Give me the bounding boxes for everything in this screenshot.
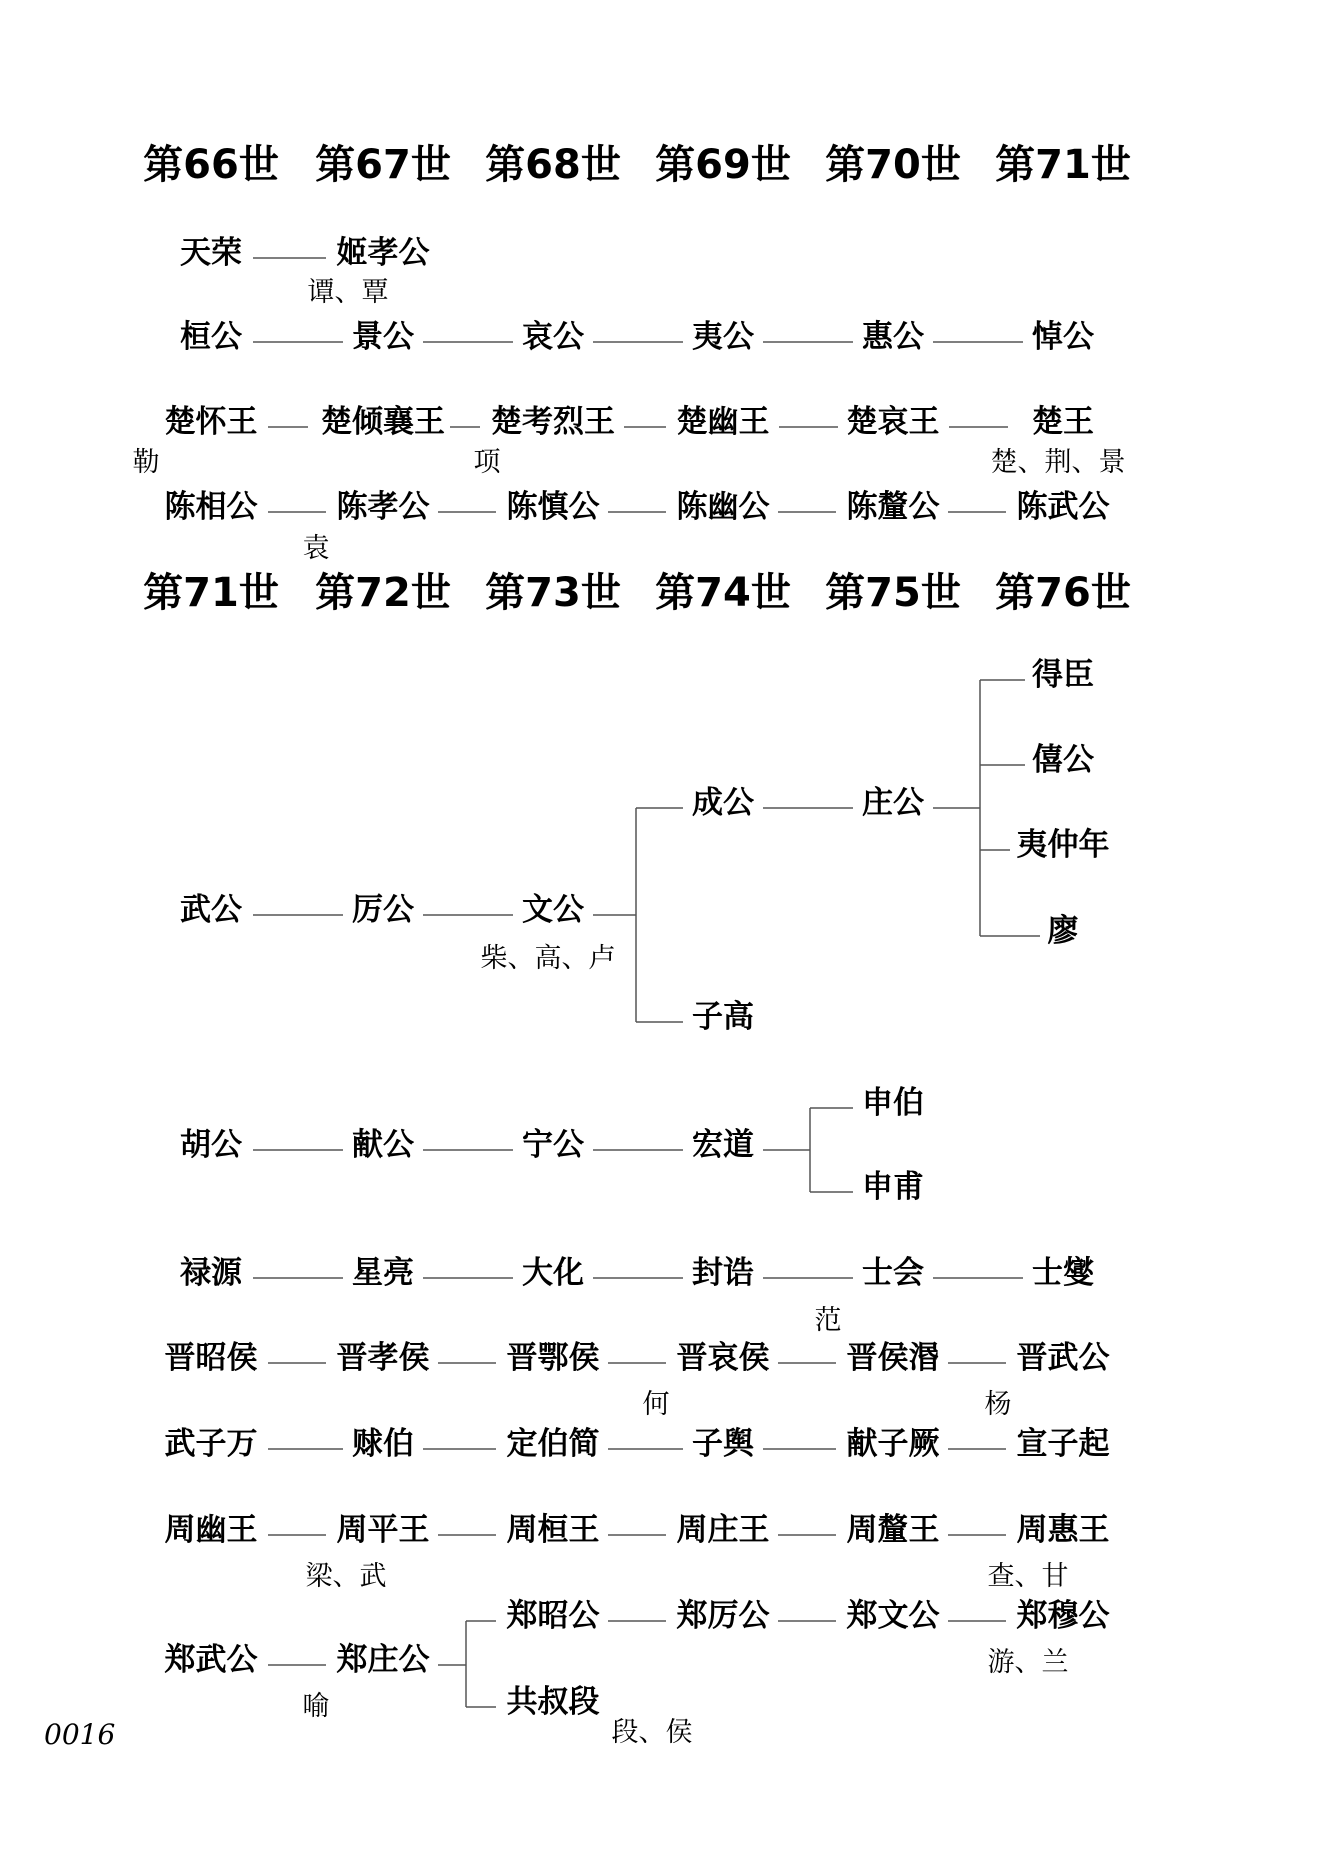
person-name: 郑文公 — [846, 1598, 940, 1634]
person-name: 申甫 — [862, 1169, 924, 1205]
person-name: 陈幽公 — [676, 489, 770, 525]
person-name: 悼公 — [1032, 319, 1094, 355]
surname-branch: 谭、覃 — [307, 277, 389, 308]
person-name: 胡公 — [180, 1127, 242, 1163]
person-name: 庄公 — [862, 785, 924, 821]
person-name: 楚考烈王 — [491, 404, 615, 440]
person-name: 僖公 — [1032, 742, 1094, 778]
person-name: 晋武公 — [1016, 1340, 1110, 1376]
person-name: 景公 — [352, 319, 414, 355]
person-name: 夷仲年 — [1016, 827, 1110, 863]
person-name: 献子厥 — [846, 1426, 940, 1462]
person-name: 周釐王 — [846, 1512, 940, 1548]
person-name: 郑昭公 — [506, 1598, 600, 1634]
person-name: 姬孝公 — [336, 235, 430, 271]
generation-header: 第72世 — [315, 570, 451, 616]
generation-header: 第69世 — [655, 142, 791, 188]
person-name: 武公 — [180, 892, 242, 928]
person-name: 共叔段 — [506, 1684, 600, 1720]
surname-branch: 勒 — [132, 447, 160, 478]
person-name: 郑武公 — [164, 1642, 258, 1678]
person-name: 晋孝侯 — [336, 1340, 430, 1376]
person-name: 文公 — [522, 892, 584, 928]
person-name: 周惠王 — [1016, 1512, 1110, 1548]
person-name: 禄源 — [180, 1255, 242, 1291]
person-name: 厉公 — [352, 892, 414, 928]
person-name: 陈釐公 — [846, 489, 940, 525]
person-name: 周庄王 — [676, 1512, 770, 1548]
person-name: 廖 — [1047, 913, 1079, 949]
person-name: 桓公 — [180, 319, 242, 355]
person-name: 周平王 — [336, 1512, 430, 1548]
surname-branch: 柴、高、卢 — [480, 943, 616, 974]
person-name: 楚怀王 — [164, 404, 258, 440]
person-name: 惠公 — [862, 319, 924, 355]
person-name: 楚王 — [1032, 404, 1094, 440]
person-name: 得臣 — [1032, 657, 1094, 693]
person-name: 楚倾襄王 — [321, 404, 445, 440]
surname-branch: 何 — [642, 1389, 670, 1420]
person-name: 陈孝公 — [336, 489, 430, 525]
person-name: 夷公 — [692, 319, 754, 355]
person-name: 子高 — [692, 999, 754, 1035]
surname-branch: 梁、武 — [305, 1561, 387, 1592]
surname-branch: 杨 — [984, 1389, 1012, 1420]
generation-header: 第75世 — [825, 570, 961, 616]
page-number: 0016 — [44, 1718, 116, 1751]
person-name: 晋侯湣 — [846, 1340, 940, 1376]
person-name: 申伯 — [862, 1085, 924, 1121]
person-name: 楚哀王 — [846, 404, 940, 440]
surname-branch: 范 — [814, 1305, 842, 1336]
generation-header: 第74世 — [655, 570, 791, 616]
generation-header: 第66世 — [143, 142, 279, 188]
person-name: 周桓王 — [506, 1512, 600, 1548]
person-name: 晋哀侯 — [676, 1340, 770, 1376]
generation-header: 第71世 — [995, 142, 1131, 188]
person-name: 星亮 — [352, 1255, 414, 1291]
person-name: 献公 — [352, 1127, 414, 1163]
person-name: 武子万 — [164, 1426, 258, 1462]
generation-header: 第67世 — [315, 142, 451, 188]
surname-branch: 项 — [473, 447, 501, 478]
person-name: 天荣 — [180, 235, 242, 271]
person-name: 宁公 — [522, 1127, 584, 1163]
person-name: 定伯简 — [506, 1426, 600, 1462]
person-name: 士燮 — [1032, 1255, 1094, 1291]
surname-branch: 游、兰 — [987, 1647, 1069, 1678]
person-name: 郑穆公 — [1016, 1598, 1110, 1634]
person-name: 子舆 — [692, 1426, 754, 1462]
surname-branch: 喻 — [302, 1691, 330, 1722]
person-name: 周幽王 — [164, 1512, 258, 1548]
person-name: 陈慎公 — [506, 489, 600, 525]
surname-branch: 查、甘 — [987, 1561, 1069, 1592]
generation-header: 第76世 — [995, 570, 1131, 616]
surname-branch: 段、侯 — [611, 1717, 693, 1748]
generation-header: 第71世 — [143, 570, 279, 616]
person-name: 郑庄公 — [336, 1642, 430, 1678]
person-name: 晋鄂侯 — [506, 1340, 600, 1376]
person-name: 宣子起 — [1016, 1426, 1110, 1462]
generation-header: 第73世 — [485, 570, 621, 616]
person-name: 郑厉公 — [676, 1598, 770, 1634]
person-name: 大化 — [522, 1255, 584, 1291]
surname-branch: 袁 — [302, 533, 330, 564]
generation-header: 第70世 — [825, 142, 961, 188]
person-name: 宏道 — [692, 1127, 754, 1163]
person-name: 成公 — [692, 785, 754, 821]
person-name: 封诰 — [692, 1255, 754, 1291]
person-name: 陈武公 — [1016, 489, 1110, 525]
generation-header: 第68世 — [485, 142, 621, 188]
person-name: 哀公 — [522, 319, 584, 355]
person-name: 楚幽王 — [676, 404, 770, 440]
person-name: 晋昭侯 — [164, 1340, 258, 1376]
surname-branch: 楚、荆、景 — [990, 447, 1126, 478]
person-name: 赇伯 — [352, 1426, 414, 1462]
person-name: 士会 — [862, 1255, 924, 1291]
person-name: 陈相公 — [164, 489, 258, 525]
